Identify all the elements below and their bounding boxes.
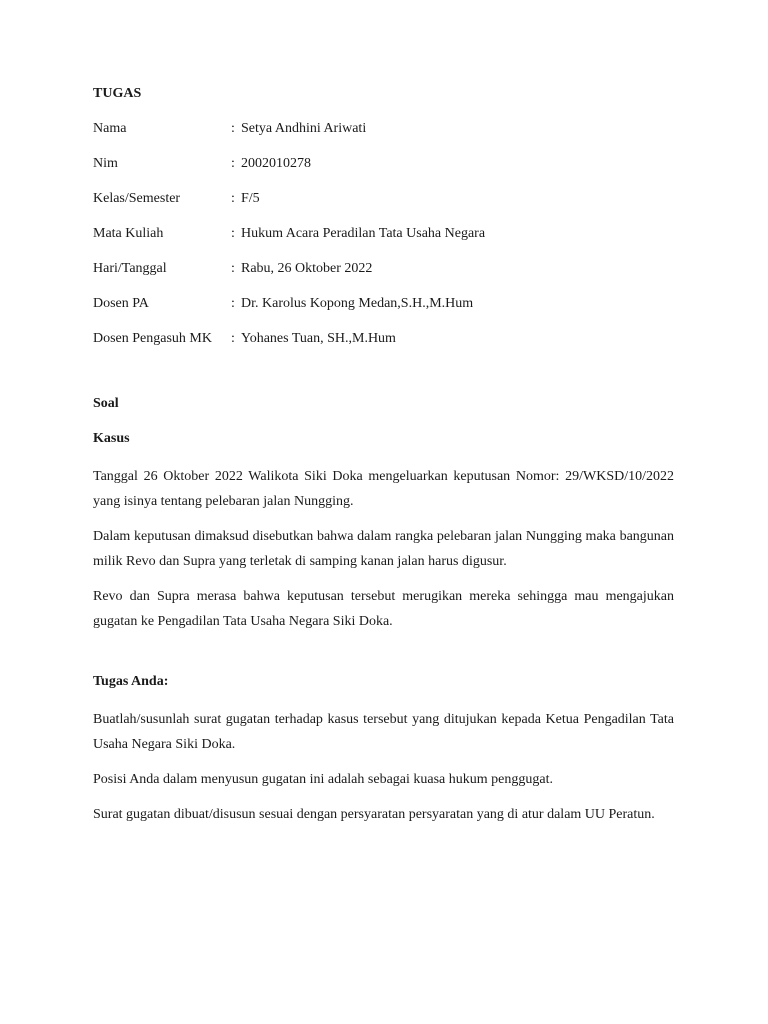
tugas-anda-heading: Tugas Anda:	[93, 674, 169, 689]
info-label: Nim	[93, 156, 118, 171]
spacer	[93, 644, 674, 672]
info-row-nama	[93, 119, 674, 139]
info-value: 2002010278	[241, 156, 311, 171]
info-value: Yohanes Tuan, SH.,M.Hum	[241, 331, 396, 346]
kasus-paragraph: Dalam keputusan dimaksud disebutkan bahwa dalam rangka pelebaran jalan Nungging maka bangunan milik Revo dan Supra yang terletak di samping kanan jalan harus digusur.	[93, 529, 674, 569]
info-row-dosen-pengasuh-mk	[93, 329, 674, 349]
info-value: Dr. Karolus Kopong Medan,S.H.,M.Hum	[241, 296, 474, 311]
info-row-nim	[93, 154, 674, 174]
tugas-anda-section	[93, 672, 674, 827]
info-value: Hukum Acara Peradilan Tata Usaha Negara	[241, 226, 486, 241]
info-separator: :	[231, 261, 235, 276]
tugas-paragraph: Buatlah/susunlah surat gugatan terhadap kasus tersebut yang ditujukan kepada Ketua Pengadilan Tata Usaha Negara Siki Doka.	[93, 712, 674, 752]
tugas-paragraph: Surat gugatan dibuat/disusun sesuai dengan persyaratan persyaratan yang di atur dalam UU Peratun.	[93, 807, 655, 822]
info-row-mata-kuliah	[93, 224, 674, 244]
info-label: Hari/Tanggal	[93, 261, 167, 276]
spacer	[93, 364, 674, 394]
info-label: Kelas/Semester	[93, 191, 181, 206]
info-separator: :	[231, 226, 235, 241]
tugas-paragraph: Posisi Anda dalam menyusun gugatan ini adalah sebagai kuasa hukum penggugat.	[93, 772, 553, 787]
info-value: F/5	[241, 191, 260, 206]
info-label: Dosen Pengasuh MK	[93, 331, 212, 346]
soal-heading: Soal	[93, 396, 119, 411]
info-separator: :	[231, 156, 235, 171]
document-page	[93, 84, 674, 837]
info-separator: :	[231, 296, 235, 311]
kasus-paragraph: Tanggal 26 Oktober 2022 Walikota Siki Doka mengeluarkan keputusan Nomor: 29/WKSD/10/2022 yang isinya tentang pelebaran jalan Nungging.	[93, 469, 674, 509]
info-row-kelas-semester	[93, 189, 674, 209]
document-title: TUGAS	[93, 86, 142, 101]
info-label: Dosen PA	[93, 296, 149, 311]
info-row-dosen-pa	[93, 294, 674, 314]
info-value: Rabu, 26 Oktober 2022	[241, 261, 373, 276]
info-row-hari-tanggal	[93, 259, 674, 279]
info-label: Mata Kuliah	[93, 226, 164, 241]
info-separator: :	[231, 331, 235, 346]
kasus-heading: Kasus	[93, 431, 130, 446]
info-value: Setya Andhini Ariwati	[241, 121, 367, 136]
info-label: Nama	[93, 121, 127, 136]
soal-section	[93, 394, 674, 634]
info-separator: :	[231, 121, 235, 136]
info-separator: :	[231, 191, 235, 206]
student-info	[93, 119, 674, 349]
kasus-paragraph: Revo dan Supra merasa bahwa keputusan tersebut merugikan mereka sehingga mau mengajukan gugatan ke Pengadilan Tata Usaha Negara Siki Doka.	[93, 589, 674, 629]
